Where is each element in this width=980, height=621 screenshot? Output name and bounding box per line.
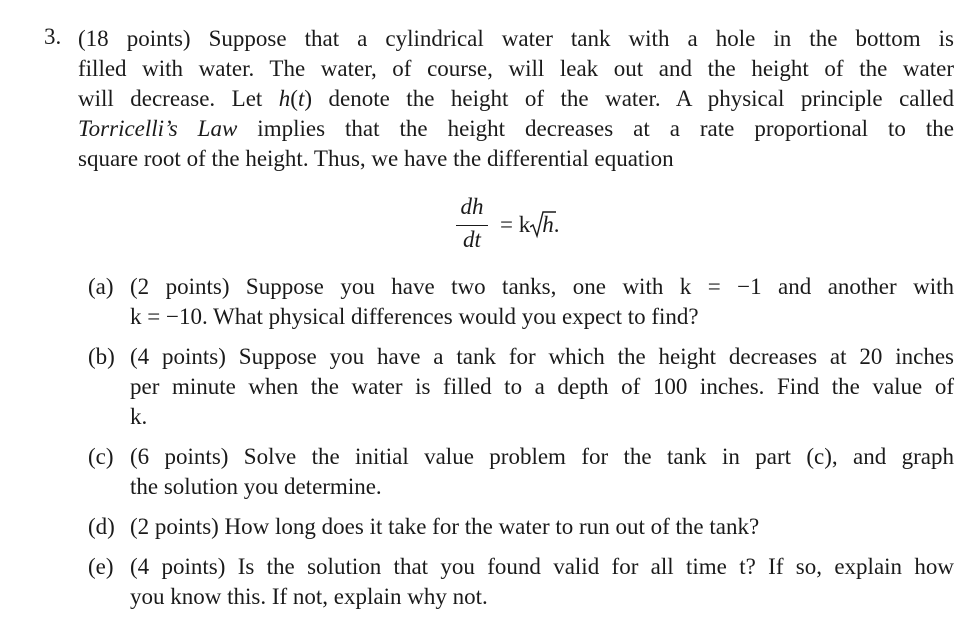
part-a-text — [130, 272, 954, 332]
part-c-line-1: (6 points) Solve the initial value problem for the tank in part (c), and graph — [130, 444, 954, 469]
statement-line-5: square root of the height. Thus, we have the differential equation — [78, 146, 674, 171]
part-b-line-2: per minute when the water is filled to a depth of 100 inches. Find the value of — [130, 374, 954, 399]
statement-line-4: Torricelli’s Law implies that the height decreases at a rate proportional to the — [78, 116, 955, 141]
equation-rhs — [500, 212, 559, 238]
part-b-text — [130, 342, 954, 432]
part-b-line-1: (4 points) Suppose you have a tank for which the height decreases at 20 inches — [130, 344, 954, 369]
subquestions — [88, 272, 954, 612]
part-b — [88, 342, 954, 432]
part-c-text — [130, 442, 954, 502]
part-e-line-2: you know this. If not, explain why not. — [130, 584, 488, 609]
problem-statement — [78, 24, 954, 174]
radicand: h — [542, 212, 554, 237]
part-a-line-1: (2 points) Suppose you have two tanks, one with k = −1 and another with — [130, 274, 954, 299]
part-e-line-1: (4 points) Is the solution that you found valid for all time t? If so, explain how — [130, 554, 954, 579]
part-c-line-2: the solution you determine. — [130, 474, 382, 499]
equation-rhs-prefix: = k — [500, 212, 531, 237]
part-e-text — [130, 552, 954, 612]
statement-line-1: (18 points) Suppose that a cylindrical water tank with a hole in the bottom is — [78, 26, 954, 51]
part-c — [88, 442, 954, 502]
statement-line-3: will decrease. Let h(t) denote the height of the water. A physical principle called — [78, 86, 954, 111]
part-a-line-2: k = −10. What physical differences would you expect to find? — [130, 304, 699, 329]
part-a-label: (a) — [88, 274, 114, 299]
part-b-label: (b) — [88, 344, 115, 369]
square-root — [530, 212, 554, 238]
part-d-label: (d) — [88, 514, 115, 539]
problem-3 — [44, 24, 954, 174]
equation-period: . — [553, 212, 560, 237]
part-d — [88, 512, 954, 542]
part-d-text — [130, 512, 954, 542]
fraction-denominator: dt — [463, 227, 481, 252]
statement-line-2: filled with water. The water, of course, will leak out and the height of the water — [78, 56, 954, 81]
part-d-line-1: (2 points) How long does it take for the water to run out of the tank? — [130, 514, 760, 539]
part-a — [88, 272, 954, 332]
differential-equation — [454, 194, 604, 258]
part-c-label: (c) — [88, 444, 114, 469]
fraction-numerator: dh — [460, 194, 484, 219]
part-e-label: (e) — [88, 554, 114, 579]
radical-sign-icon — [530, 210, 556, 240]
part-b-line-3: k. — [130, 404, 148, 429]
part-e — [88, 552, 954, 612]
problem-number: 3. — [44, 24, 62, 49]
torricellis-law-term: Torricelli’s Law — [78, 116, 238, 141]
